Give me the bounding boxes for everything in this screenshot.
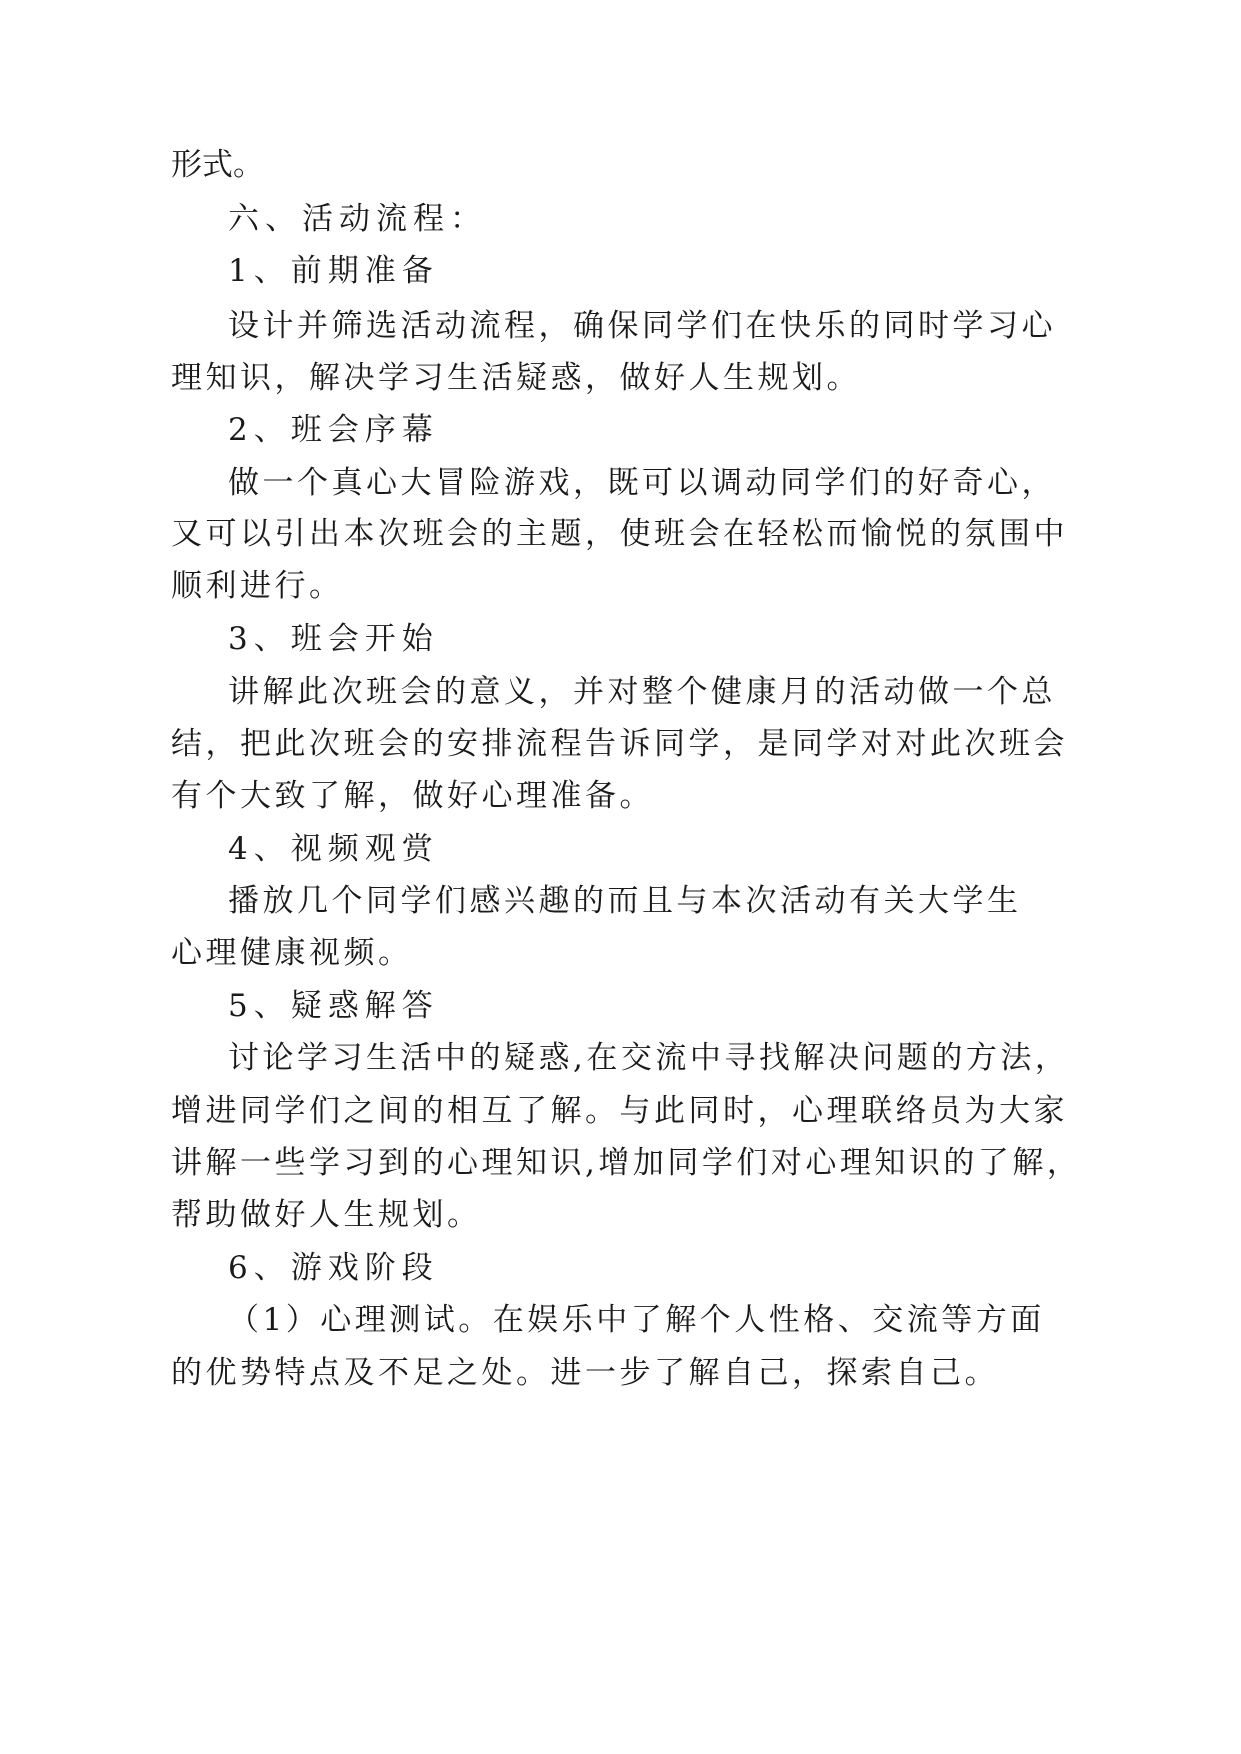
text-line: 帮助做好人生规划。: [171, 1197, 482, 1233]
text-line: 又可以引出本次班会的主题，使班会在轻松而愉悦的氛围中: [171, 516, 1068, 552]
text-line: 心理健康视频。: [171, 935, 413, 971]
text-line: 结，把此次班会的安排流程告诉同学，是同学对对此次班会: [171, 726, 1068, 762]
text-line: 播放几个同学们感兴趣的而且与本次活动有关大学生: [228, 883, 1022, 919]
subsection-heading: 5、疑惑解答: [228, 988, 439, 1024]
text-line: 做一个真心大冒险游戏，既可以调动同学们的好奇心，: [228, 465, 1056, 501]
text-line: 理知识，解决学习生活疑惑，做好人生规划。: [171, 360, 861, 396]
text-line: 增进同学们之间的相互了解。与此同时，心理联络员为大家: [171, 1093, 1068, 1129]
text-line: 有个大致了解，做好心理准备。: [171, 778, 654, 814]
text-line: 讨论学习生活中的疑惑,在交流中寻找解决问题的方法，: [228, 1040, 1070, 1076]
text-line: （1）心理测试。在娱乐中了解个人性格、交流等方面: [228, 1302, 1045, 1338]
text-line: 设计并筛选活动流程，确保同学们在快乐的同时学习心: [228, 308, 1056, 344]
text-line: 讲解此次班会的意义，并对整个健康月的活动做一个总: [228, 674, 1056, 710]
text-line: 讲解一些学习到的心理知识,增加同学们对心理知识的了解，: [171, 1145, 1082, 1181]
subsection-heading: 6、游戏阶段: [228, 1250, 439, 1286]
subsection-heading: 1、前期准备: [228, 253, 439, 289]
section-heading: 六、活动流程：: [228, 201, 487, 237]
text-line: 形式。: [171, 147, 264, 183]
subsection-heading: 4、视频观赏: [228, 831, 439, 867]
text-line: 顺利进行。: [171, 568, 344, 604]
text-line: 的优势特点及不足之处。进一步了解自己，探索自己。: [171, 1355, 999, 1391]
subsection-heading: 3、班会开始: [228, 621, 439, 657]
subsection-heading: 2、班会序幕: [228, 412, 439, 448]
